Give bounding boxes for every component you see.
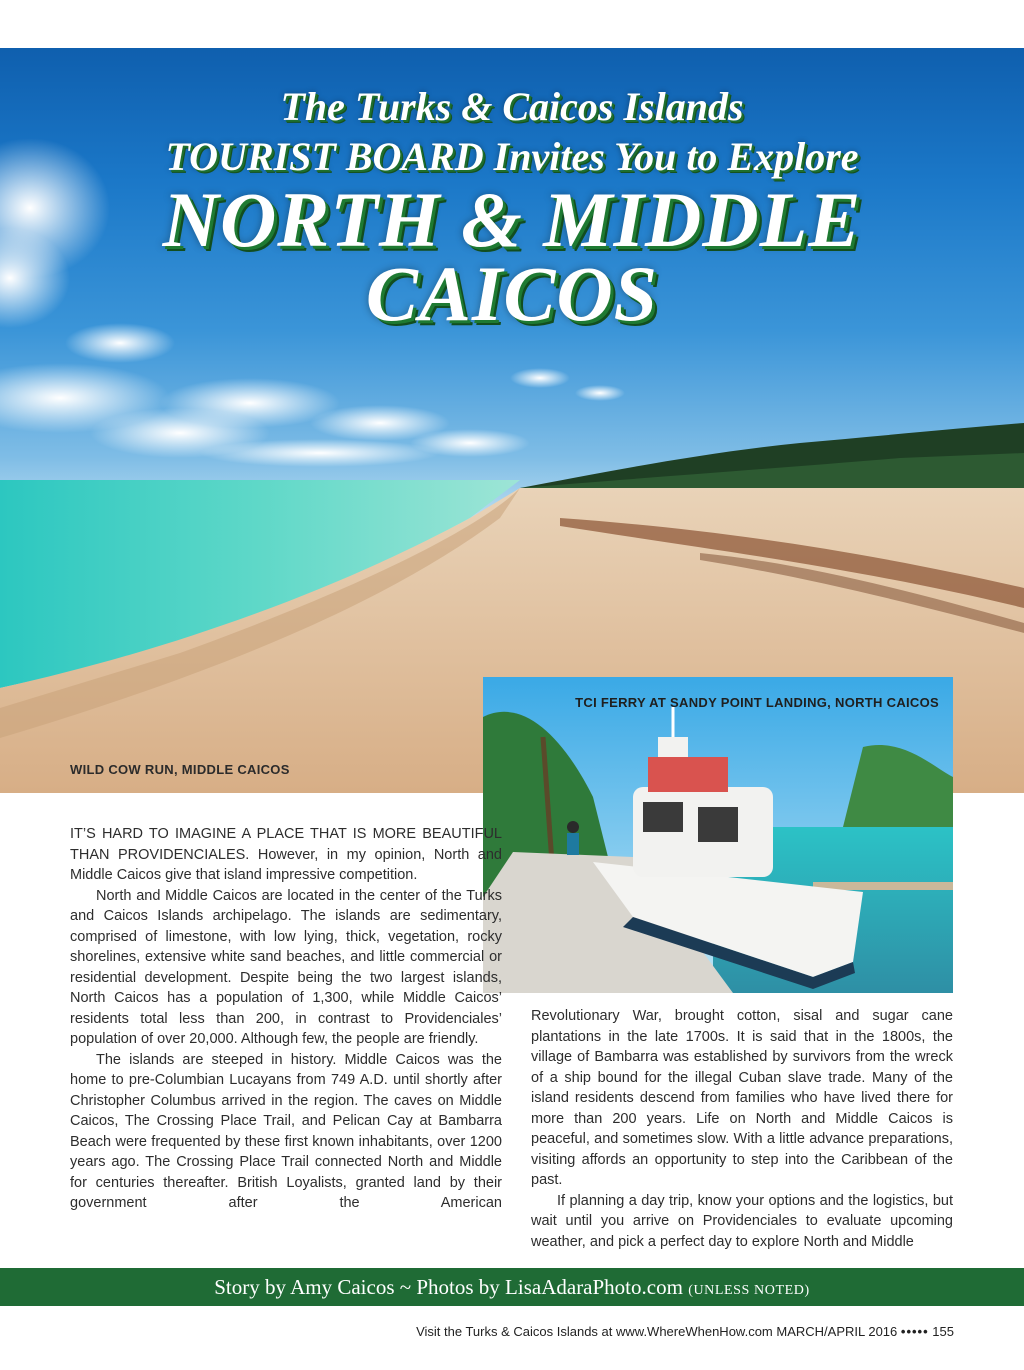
headline-caicos: CAICOS	[365, 250, 659, 337]
paragraph-3-part-1: The islands are steeped in history. Middle Caicos was the home to pre-Columbian Lucayans from 749 A.D. until shortly after Christopher Columbus arrived in the region. The caves on Middle Caicos, The Crossing Place Trail, and Pelican Cay at Bambarra Beach were frequented by these first known inhabitants, over 1200 years ago. The Crossing Place Trail connected North and Middle for centuries thereafter. British Loyalists, granted land by their government after the American	[70, 1051, 502, 1211]
article-column-right	[531, 1006, 953, 1252]
ferry-photo-caption: TCI FERRY AT SANDY POINT LANDING, NORTH CAICOS	[575, 695, 939, 710]
lead-in-caps: IT’S HARD TO IMAGINE A PLACE THAT IS MORE BEAUTIFUL THAN PROVIDENCIALES.	[70, 826, 502, 863]
headline-north-middle: NORTH & MIDDLE	[162, 176, 862, 263]
paragraph-4: If planning a day trip, know your options and the logistics, but wait until you arrive on Providenciales to evaluate upcoming weather, and pick a perfect day to explore North and Middle	[531, 1192, 953, 1250]
hero-title	[0, 83, 1024, 337]
credit-note: (UNLESS NOTED)	[688, 1283, 810, 1298]
footer-dots: •••••	[900, 1324, 929, 1339]
footer-text: Visit the Turks & Caicos Islands at www.WhereWhenHow.com MARCH/APRIL 2016	[416, 1324, 898, 1339]
title-line-2: TOURIST BOARD Invites You to Explore	[165, 134, 859, 179]
story-credit-bar	[0, 1268, 1024, 1306]
paragraph-2: North and Middle Caicos are located in the center of the Turks and Caicos Islands archipelago. The islands are sedimentary, comprised of limestone, with low lying, thick, vegetation, rocky shorelines, extensive white sand beaches, and little commercial or residential development. Despite being the two largest islands, North Caicos has a population of 1,300, while Middle Caicos’ residents total less than 200, in contrast to Providenciales’ population of over 20,000. Although few, the people are friendly.	[70, 887, 502, 1047]
article-column-left	[70, 824, 502, 1214]
paragraph-1-rest: However, in my opinion, North and Middle Caicos give that island impressive competition.	[70, 846, 503, 883]
title-line-1: The Turks & Caicos Islands	[280, 84, 744, 129]
page-footer	[416, 1324, 954, 1339]
page-number: 155	[932, 1324, 954, 1339]
paragraph-3-part-2: Revolutionary War, brought cotton, sisal and sugar cane plantations in the late 1700s. It is said that in the 1800s, the village of Bambarra was established by survivors from the wreck of a ship bound for the illegal Cuban slave trade. Many of the island residents descend from families who have lived there for more than 200 years. Life on North and Middle Caicos is peaceful, and sometimes slow. With a little advance preparations, visiting affords an opportunity to step into the Caribbean of the past.	[531, 1008, 953, 1188]
story-credit: Story by Amy Caicos ~ Photos by LisaAdaraPhoto.com	[214, 1275, 683, 1299]
ferry-photo	[483, 677, 953, 993]
ferry-illustration	[483, 677, 953, 993]
hero-photo-caption: WILD COW RUN, MIDDLE CAICOS	[70, 762, 290, 777]
paragraph-1	[70, 824, 502, 886]
